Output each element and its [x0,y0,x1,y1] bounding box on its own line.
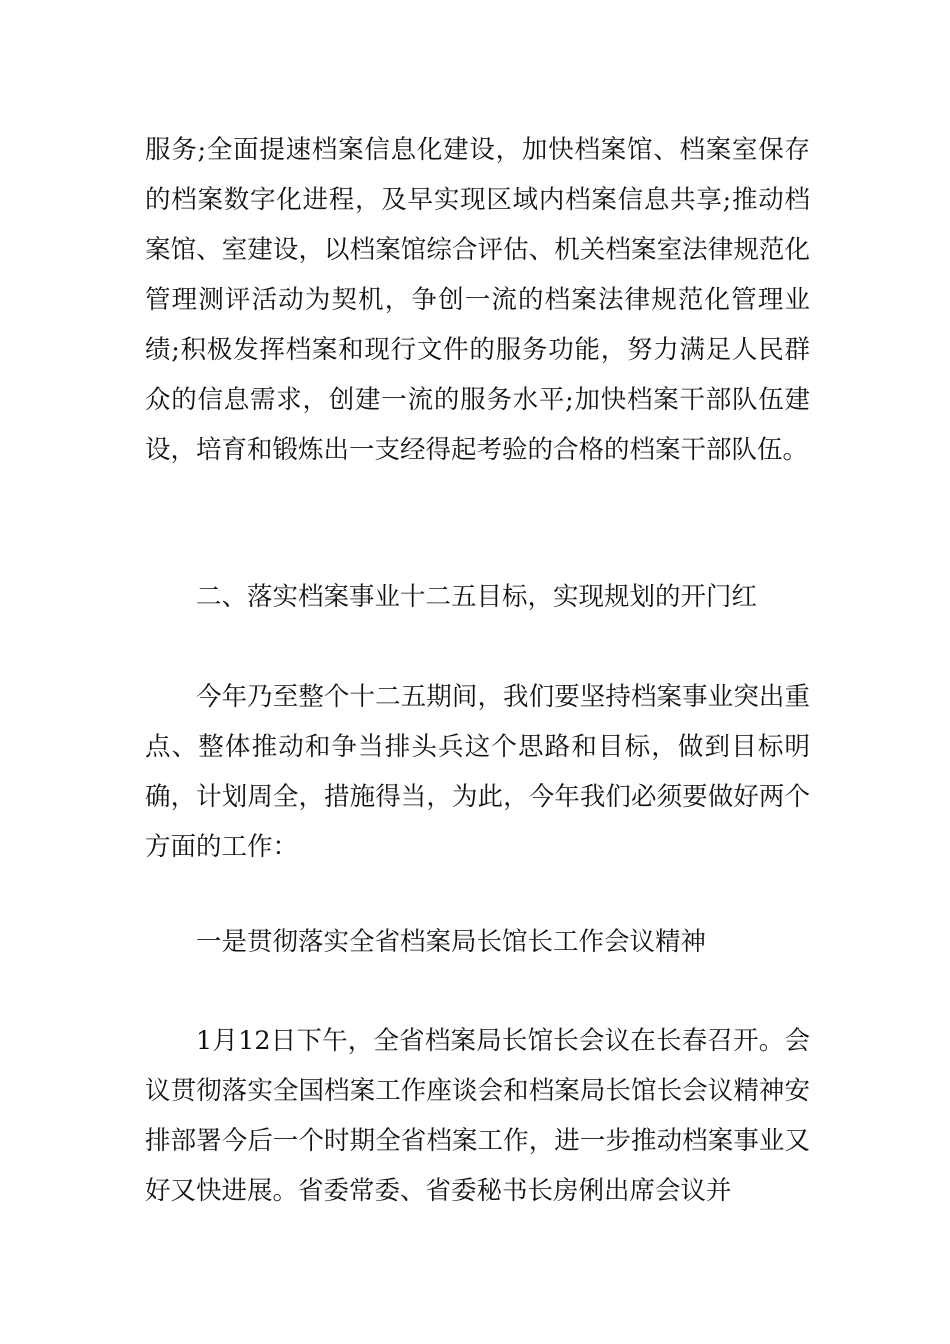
body-paragraph: 今年乃至整个十二五期间，我们要坚持档案事业突出重点、整体推动和争当排头兵这个思路和目标，做到目标明确，计划周全，措施得当，为此，今年我们必须要做好两个方面的工作： [145,682,810,862]
subsection-heading: 一是贯彻落实全省档案局长馆长工作会议精神 [196,927,707,957]
section-heading: 二、落实档案事业十二五目标，实现规划的开门红 [196,582,758,612]
body-paragraph-continued: 服务;全面提速档案信息化建设，加快档案馆、档案室保存的档案数字化进程，及早实现区域内档案信息共享;推动档案馆、室建设，以档案馆综合评估、机关档案室法律规范化管理测评活动为契机，争创一流的档案法律规范化管理业绩;积极发挥档案和现行文件的服务功能，努力满足人民群众的信息需求，创建一流的服务水平;加快档案干部队伍建设，培育和锻炼出一支经得起考验的合格的档案干部队伍。 [145,135,810,465]
body-paragraph: 1月12日下午，全省档案局长馆长会议在长春召开。会议贯彻落实全国档案工作座谈会和档案局长馆长会议精神安排部署今后一个时期全省档案工作，进一步推动档案事业又好又快进展。省委常委、省委秘书长房俐出席会议并 [145,1026,810,1206]
